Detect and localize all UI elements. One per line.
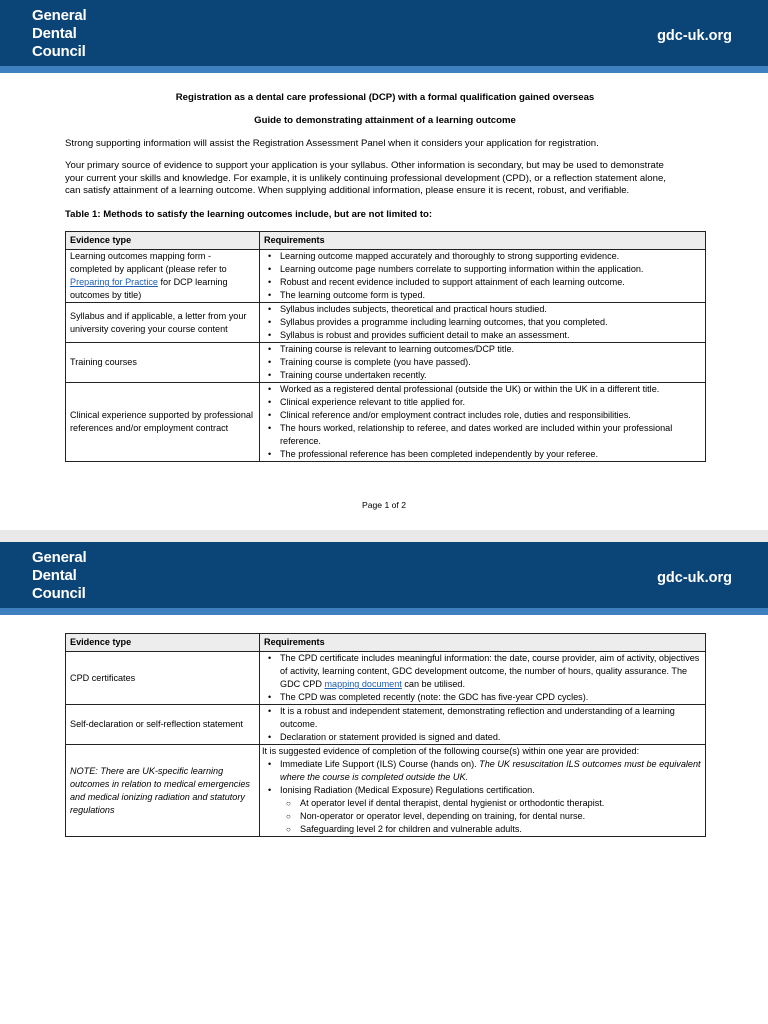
page-number: Page 1 of 2 xyxy=(362,500,406,510)
site-url[interactable]: gdc-uk.org xyxy=(657,570,732,586)
page-separator xyxy=(0,530,768,542)
table-header-row xyxy=(66,634,706,652)
list-item: • Learning outcome page numbers correlate to supporting information within the application. xyxy=(280,263,701,276)
sub-list-item: ○ Safeguarding level 2 for children and vulnerable adults. xyxy=(300,823,701,836)
requirements-cell xyxy=(260,343,706,383)
site-url[interactable]: gdc-uk.org xyxy=(657,28,732,44)
col-requirements: Requirements xyxy=(260,634,706,652)
list-item: • The learning outcome form is typed. xyxy=(280,289,701,302)
evidence-cell: Learning outcomes mapping form - completed by applicant (please refer to Preparing for Practice for DCP learning outcomes by title) xyxy=(66,250,260,303)
gdc-logo xyxy=(32,549,86,603)
requirements-cell xyxy=(260,705,706,745)
list-item: • Immediate Life Support (ILS) Course (hands on). The UK resuscitation ILS outcomes must be equivalent where the course is completed outside the UK. xyxy=(280,758,701,784)
table-row xyxy=(66,652,706,705)
list-item: • The hours worked, relationship to referee, and dates worked are included within your professional reference. xyxy=(280,422,701,448)
header-stripe xyxy=(0,608,768,615)
evidence-cell: Self-declaration or self-reflection statement xyxy=(66,705,260,745)
requirements-cell xyxy=(260,303,706,343)
list-item: • Learning outcome mapped accurately and thoroughly to strong supporting evidence. xyxy=(280,250,701,263)
col-evidence-type: Evidence type xyxy=(66,634,260,652)
document-title: Registration as a dental care professional (DCP) with a formal qualification gained overseas xyxy=(175,92,595,103)
document-subtitle: Guide to demonstrating attainment of a learning outcome xyxy=(254,115,516,126)
table-row xyxy=(66,745,706,837)
requirements-cell xyxy=(260,250,706,303)
sub-list-item: ○ At operator level if dental therapist, dental hygienist or orthodontic therapist. xyxy=(300,797,701,810)
table-row xyxy=(66,705,706,745)
evidence-cell: NOTE: There are UK-specific learning outcomes in relation to medical emergencies and medical ionizing radiation and statutory regulations xyxy=(66,745,260,837)
para-line-3: can satisfy attainment of a learning outcome. When supplying additional information, please ensure it is recent, robust, and verifiable. xyxy=(65,185,630,196)
list-item: • The CPD certificate includes meaningful information: the date, course provider, aim of activity, objectives of activity, learning content, GDC development outcome, the number of hours, quality assurance. The GDC CPD mapping document can be utilised. xyxy=(280,652,701,691)
header-banner xyxy=(0,0,768,66)
evidence-table-1 xyxy=(65,231,705,462)
logo-line-2: Dental xyxy=(32,25,77,42)
table-caption: Table 1: Methods to satisfy the learning outcomes include, but are not limited to: xyxy=(65,209,433,220)
preparing-for-practice-link[interactable]: Preparing for Practice xyxy=(70,277,158,287)
list-item: • Clinical reference and/or employment contract includes role, duties and responsibilities. xyxy=(280,409,701,422)
evidence-cell: Syllabus and if applicable, a letter from your university covering your course content xyxy=(66,303,260,343)
requirements-cell xyxy=(260,652,706,705)
header-banner xyxy=(0,542,768,608)
list-item: • Clinical experience relevant to title applied for. xyxy=(280,396,701,409)
table-row xyxy=(66,250,706,303)
list-item: • Syllabus provides a programme including learning outcomes, that you completed. xyxy=(280,316,701,329)
list-item: • Training course is relevant to learning outcomes/DCP title. xyxy=(280,343,701,356)
list-item: • Syllabus includes subjects, theoretical and practical hours studied. xyxy=(280,303,701,316)
intro-paragraph: Strong supporting information will assist the Registration Assessment Panel when it considers your application for registration. xyxy=(65,138,599,149)
para-line-1: Your primary source of evidence to support your application is your syllabus. Other information is secondary, but may be used to demonstrate xyxy=(65,160,664,171)
evidence-cell: Training courses xyxy=(66,343,260,383)
list-item: • Declaration or statement provided is signed and dated. xyxy=(280,731,701,744)
table-row xyxy=(66,303,706,343)
list-item: • Syllabus is robust and provides sufficient detail to make an assessment. xyxy=(280,329,701,342)
logo-line-2: Dental xyxy=(32,567,77,584)
requirements-cell xyxy=(260,383,706,462)
list-item: • Robust and recent evidence included to support attainment of each learning outcome. xyxy=(280,276,701,289)
requirements-cell xyxy=(260,745,706,837)
logo-line-3: Council xyxy=(32,585,86,602)
logo-line-3: Council xyxy=(32,43,86,60)
evidence-cell: CPD certificates xyxy=(66,652,260,705)
col-evidence-type: Evidence type xyxy=(66,232,260,250)
list-item: • Training course is complete (you have passed). xyxy=(280,356,701,369)
logo-line-1: General xyxy=(32,7,87,24)
note-intro: It is suggested evidence of completion of the following course(s) within one year are provided: xyxy=(262,746,640,756)
col-requirements: Requirements xyxy=(260,232,706,250)
logo-line-1: General xyxy=(32,549,87,566)
sub-list-item: ○ Non-operator or operator level, depending on training, for dental nurse. xyxy=(300,810,701,823)
para-line-2: your current your skills and knowledge. For example, it is unlikely continuing professional development (CPD), or a reflection statement alone, xyxy=(65,172,666,184)
list-item: • Training course undertaken recently. xyxy=(280,369,701,382)
list-item: • Worked as a registered dental professional (outside the UK) or within the UK in a different title. xyxy=(280,383,701,396)
evidence-paragraph xyxy=(65,160,705,198)
list-item: • Ionising Radiation (Medical Exposure) Regulations certification. ○ At operator level if dental therapist, dental hygienist or orthodontic therapist. ○ Non-operator or operator level, depending on training, for dental nurse. ○ Safeguarding level 2 for children and vulnerable adults. xyxy=(280,784,701,836)
page-2 xyxy=(0,542,768,1024)
evidence-cell: Clinical experience supported by professional references and/or employment contract xyxy=(66,383,260,462)
mapping-document-link[interactable]: mapping document xyxy=(324,679,402,689)
evidence-table-2 xyxy=(65,633,705,837)
list-item: • The professional reference has been completed independently by your referee. xyxy=(280,448,701,461)
table-row xyxy=(66,343,706,383)
list-item: • It is a robust and independent statement, demonstrating reflection and understanding of a learning outcome. xyxy=(280,705,701,731)
gdc-logo xyxy=(32,7,86,61)
header-stripe xyxy=(0,66,768,73)
table-header-row xyxy=(66,232,706,250)
list-item: • The CPD was completed recently (note: the GDC has five-year CPD cycles). xyxy=(280,691,701,704)
table-row xyxy=(66,383,706,462)
